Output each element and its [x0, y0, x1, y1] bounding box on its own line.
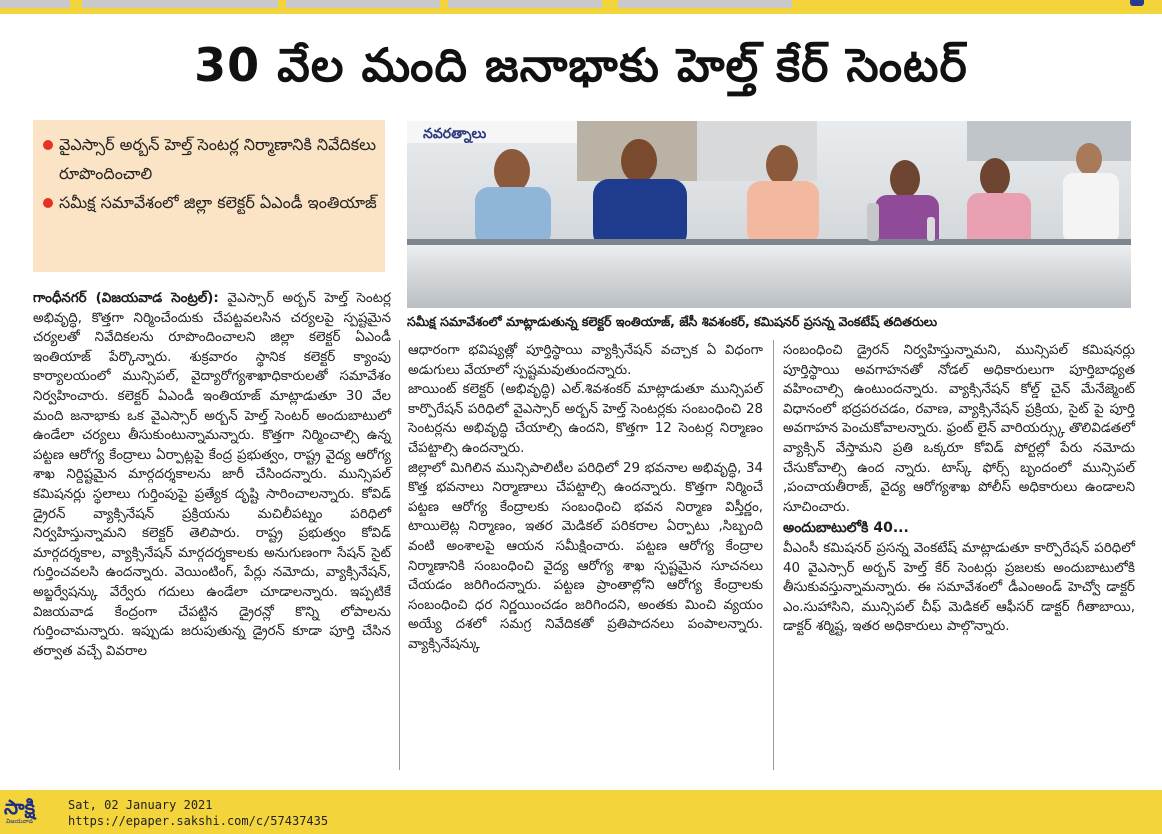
dateline: గాంధీనగర్ (విజయవాడ సెంట్రల్):	[33, 291, 219, 306]
bullet-icon	[43, 140, 53, 150]
top-color-bar	[0, 0, 1162, 14]
corner-logo-mark	[1130, 0, 1144, 6]
section-subhead: అందుబాటులోకి 40...	[783, 520, 909, 537]
column-divider	[399, 340, 400, 770]
highlights-box	[33, 120, 385, 272]
article-paragraph: ఆధారంగా భవిష్యత్లో పూర్తిస్థాయి వ్యాక్సినేషన్ వచ్చాక ఏ విధంగా అడుగులు వేయాలో స్పష్టమవుతుందన్నారు.	[408, 343, 763, 378]
article-paragraph: సంబంధించి డ్రైరన్ నిర్వహిస్తున్నామని, మున్సిపల్ కమిషనర్లు పూర్తిస్థాయి అవగాహనతో నోడల్ అధికారులుగా పూర్తిబాధ్యత వహించాల్సి ఉంటుందన్నారు. వ్యాక్సినేషన్ కోల్డ్ చైన్ మేనేజ్మెంట్ విధానంలో భద్రపరచడం, రవాణ, వ్యాక్సినేషన్ ప్రక్రియ, సైట్ పై పూర్తి అవగాహన పెంచుకోవాలన్నారు. ఫ్రంట్ లైన్ వారియర్స్కు తొలివిడతలో వ్యాక్సిన్ వేస్తామని ప్రతి ఒక్కరూ కోవిడ్ పోర్టల్లో పేరు నమోదు చేసుకోవాల్సి ఉంద న్నారు. టాస్క్ ఫోర్స్ బృందంలో మున్సిపల్ ,పంచాయతీరాజ్, వైద్య ఆరోగ్యశాఖ పోలీస్ అధికారులు ఉండాలని సూచించారు.	[783, 343, 1135, 515]
sakshi-logo	[4, 796, 60, 828]
highlight-text: సమీక్ష సమావేశంలో జిల్లా కలెక్టర్ ఏఎండీ ఇంతియాజ్	[59, 193, 377, 212]
logo-text: సాక్షి	[4, 795, 36, 819]
article-paragraph: వీఎంసీ కమిషనర్ ప్రసన్న వెంకటేష్ మాట్లాడుతూ కార్పొరేషన్ పరిధిలో 40 వైఎస్సార్ అర్బన్ హెల్త్ కేర్ సెంటర్లు ప్రజలకు అందుబాటులోకి తీసుకువస్తున్నామన్నారు. ఈ సమావేశంలో డీఎంఅండ్ హెచ్వో డాక్టర్ ఎం.సుహాసిని, మున్సిపల్ చీఫ్ మెడికల్ ఆఫీసర్ డాక్టర్ గీతాబాయి, డాక్టర్ శర్మిష్ట, ఇతర అధికారులు పాల్గొన్నారు.	[783, 540, 1135, 635]
highlight-text: వైఎస్సార్ అర్బన్ హెల్త్ సెంటర్ల నిర్మాణానికి నివేదికలు రూపొందించాలి	[59, 135, 377, 183]
article-column-3	[783, 341, 1135, 637]
top-bar-segment	[286, 0, 440, 8]
banner-text: నవరత్నాలు	[423, 126, 487, 142]
article-paragraph: జాయింట్ కలెక్టర్ (అభివృద్ధి) ఎల్.శివశంకర్ మాట్లాడుతూ మున్సిపల్ కార్పొరేషన్ పరిధిలో వైఎస్సార్ అర్బన్ హెల్త్ సెంటర్లకు సంబంధించి 28 సెంటర్లను అభివృద్ధి చేయాల్సి ఉందని, కొత్తగా 12 సెంటర్ల నిర్మాణం చేపట్టాల్సి ఉందన్నారు.	[408, 382, 763, 456]
article-column-1	[33, 289, 391, 661]
highlight-item	[43, 130, 377, 188]
top-bar-segment	[618, 0, 792, 8]
column-divider	[773, 340, 774, 770]
article-column-2	[408, 341, 763, 655]
epaper-url[interactable]: https://epaper.sakshi.com/c/57437435	[68, 814, 329, 828]
headline: 30 వేల మంది జనాభాకు హెల్త్ కేర్ సెంటర్	[194, 38, 968, 92]
bullet-icon	[43, 198, 53, 208]
top-bar-segment	[448, 0, 602, 8]
meeting-photo-illustration	[407, 121, 1131, 308]
article-paragraph	[33, 289, 391, 661]
edition-date: Sat, 02 January 2021	[68, 798, 213, 812]
logo-subtext: విజయవాడ	[6, 818, 34, 825]
highlight-item	[43, 188, 377, 217]
top-bar-segment	[0, 0, 70, 8]
photo-caption: సమీక్ష సమావేశంలో మాట్లాడుతున్న కలెక్టర్ ఇంతియాజ్, జేసీ శివశంకర్, కమిషనర్ ప్రసన్న వెంకటేష్ తదితరులు	[407, 314, 938, 329]
paragraph-text: వైఎస్సార్ అర్బన్ హెల్త్ సెంటర్ల అభివృద్ధి, కొత్తగా నిర్మించేందుకు చేపట్టవలసిన చర్యలపై స్పష్టమైన చర్యలతో నివేదికలను రూపొందించాలని జిల్లా కలెక్టర్ ఏఎండీ ఇంతియాజ్ పేర్కొన్నారు. శుక్రవారం స్థానిక కలెక్టర్ క్యాంపు కార్యాలయంలో మున్సిపల్, వైద్యారోగ్యశాఖాధికారులతో సమావేశం నిర్వహించారు. కలెక్టర్ ఏఎండీ ఇంతియాజ్ మాట్లాడుతూ 30 వేల మంది జనాభాకు ఒక వైఎస్సార్ అర్బన్ హెల్త్ సెంటర్ అందుబాటులో ఉండేలా చర్యలు తీసుకుంటున్నామన్నారు. కొత్తగా నిర్మించాల్సి ఉన్న పట్టణ ఆరోగ్య కేంద్రాలు ఏర్పాట్లపై కేంద్ర ప్రభుత్వం, రాష్ట్ర వైద్య ఆరోగ్య శాఖ నిర్దిష్టమైన మార్గదర్శకాలను జారీ చేసిందన్నారు. మున్సిపల్ కమిషనర్లు స్థలాలు గుర్తింపుపై ప్రత్యేక దృష్టి సారించాలన్నారు. కోవిడ్ డ్రైరన్ వ్యాక్సినేషన్ ప్రక్రియను మచిలీపట్నం పరిధిలో నిర్వహిస్తున్నామని కలెక్టర్ తెలిపారు. రాష్ట్ర ప్రభుత్వం కోవిడ్ మార్గదర్శకాల, వ్యాక్సినేషన్ మార్గదర్శకాలకు అనుగుణంగా సేషన్ సైట్ గుర్తించవలసి ఉందన్నారు. వెయింటింగ్, పేర్లు నమోదు, వ్యాక్సినేషన్, అబ్జర్వేషన్కు వేర్వేరు గదులు ఉండేలా చూడాలన్నారు. ఇప్పటికే విజయవాడ కేంద్రంగా చేపట్టిన డ్రైరన్లో కొన్ని లోపాలను గుర్తించామన్నారు. ఇప్పుడు జరుపుతున్న డ్రైరన్ కూడా పూర్తి చేసిన తర్వాత వచ్చే వివరాల	[33, 291, 391, 659]
meeting-photo	[407, 121, 1131, 308]
article-paragraph: జిల్లాలో మిగిలిన మున్సిపాలిటీల పరిధిలో 29 భవనాల అభివృద్ధి, 34 కొత్త భవనాలు నిర్మాణాలు చేపట్టాల్సి ఉందన్నారు. కొత్తగా నిర్మించే పట్టణ ఆరోగ్య కేంద్రాలకు సంబంధించి భవన నిర్మాణ విస్తీర్ణం, టాయిలెట్ల నిర్మాణం, ఇతర మెడికల్ పరికరాల ఏర్పాటు ,సిబ్బంది వంటి అంశాలపై ఆయన సమీక్షించారు. పట్టణ ఆరోగ్య కేంద్రాల నిర్మాణానికి సంబంధించి వైద్య ఆరోగ్య శాఖ స్పష్టమైన సూచనలు చేయడం జరిగిందన్నారు. పట్టణ ప్రాంతాల్లోని ఆరోగ్య కేంద్రాలకు సంబంధించి ధర నిర్ణయించడం జరిగిందని, అంతకు మించి వ్యయం అయ్యే దశలో సమగ్ర నివేదికతో ప్రతిపాదనలు పంపాలన్నారు. వ్యాక్సినేషన్కు	[408, 460, 763, 652]
top-bar-segment	[82, 0, 278, 8]
